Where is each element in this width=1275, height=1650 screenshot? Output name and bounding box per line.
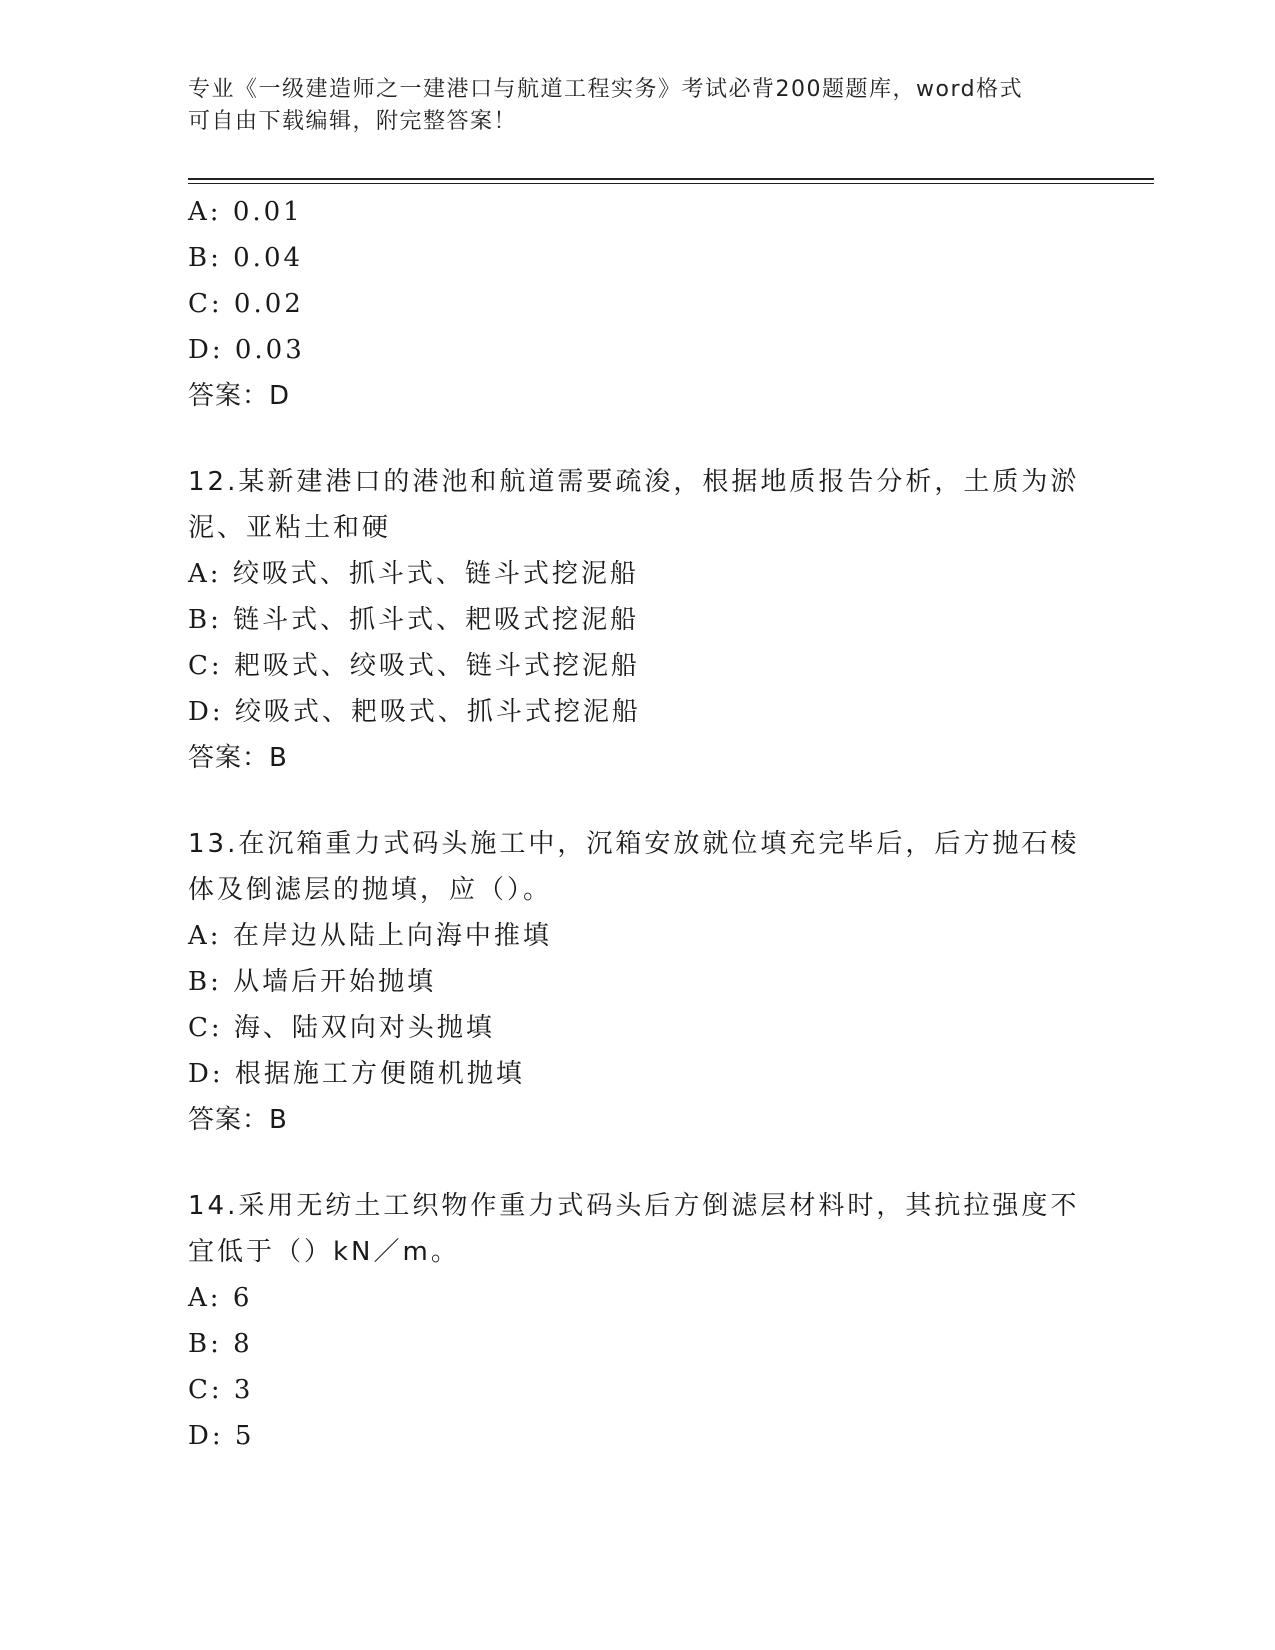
option-text: 0.01 (232, 197, 303, 227)
document-header (188, 74, 1068, 138)
option-c (188, 1367, 1088, 1413)
option-label: C: (188, 651, 223, 681)
answer-line: 答案：B (188, 743, 288, 773)
option-a (188, 1275, 1088, 1321)
option-label: A: (188, 559, 222, 589)
option-label: B: (188, 967, 222, 997)
question-12 (188, 459, 1088, 781)
option-b (188, 1321, 1088, 1367)
option-text: 3 (233, 1375, 254, 1405)
option-text: 海、陆双向对头抛填 (233, 1013, 495, 1043)
option-b (188, 235, 1088, 281)
question-13 (188, 821, 1088, 1143)
option-label: D: (188, 1421, 224, 1451)
question-stem-line-2: 宜低于（）kN／m。 (188, 1237, 460, 1267)
question-stem-line-2: 泥、亚粘土和硬 (188, 513, 392, 543)
option-text: 从墙后开始抛填 (233, 967, 437, 997)
option-text: 绞吸式、抓斗式、链斗式挖泥船 (232, 559, 639, 589)
question-stem-line-2: 体及倒滤层的抛填，应（）。 (188, 875, 553, 905)
option-c (188, 643, 1088, 689)
option-d (188, 689, 1088, 735)
question-14 (188, 1183, 1088, 1459)
option-text: 在岸边从陆上向海中推填 (232, 921, 552, 951)
option-label: D: (188, 335, 224, 365)
spacer (188, 1143, 1088, 1183)
option-label: A: (188, 921, 222, 951)
option-c (188, 281, 1088, 327)
answer-line: 答案：D (188, 381, 291, 411)
question-stem-line-1: 14.采用无纺土工织物作重力式码头后方倒滤层材料时，其抗拉强度不 (188, 1191, 1080, 1221)
header-line-1: 专业《一级建造师之一建港口与航道工程实务》考试必背200题题库，word格式 (188, 77, 1024, 102)
header-divider-thick (188, 178, 1154, 180)
question-11-options (188, 189, 1088, 419)
header-divider-thin (188, 183, 1154, 184)
option-label: C: (188, 1375, 223, 1405)
option-label: A: (188, 197, 222, 227)
option-label: B: (188, 605, 222, 635)
option-a (188, 551, 1088, 597)
option-text: 0.04 (233, 243, 304, 273)
option-label: C: (188, 1013, 223, 1043)
option-b (188, 959, 1088, 1005)
question-list (188, 189, 1088, 1459)
option-label: B: (188, 1329, 222, 1359)
option-label: A: (188, 1283, 222, 1313)
option-text: 绞吸式、耙吸式、抓斗式挖泥船 (234, 697, 641, 727)
option-text: 0.03 (234, 335, 305, 365)
option-d (188, 1413, 1088, 1459)
answer-line: 答案：B (188, 1105, 288, 1135)
option-label: C: (188, 289, 223, 319)
option-d (188, 1051, 1088, 1097)
option-text: 耙吸式、绞吸式、链斗式挖泥船 (233, 651, 640, 681)
option-c (188, 1005, 1088, 1051)
option-label: D: (188, 697, 224, 727)
option-text: 根据施工方便随机抛填 (234, 1059, 525, 1089)
question-stem-line-1: 13.在沉箱重力式码头施工中，沉箱安放就位填充完毕后，后方抛石棱 (188, 829, 1080, 859)
spacer (188, 419, 1088, 459)
option-text: 0.02 (233, 289, 304, 319)
header-line-2: 可自由下载编辑，附完整答案！ (188, 109, 518, 134)
option-a (188, 189, 1088, 235)
spacer (188, 781, 1088, 821)
option-text: 6 (232, 1283, 253, 1313)
option-text: 8 (233, 1329, 253, 1359)
option-text: 5 (234, 1421, 255, 1451)
option-a (188, 913, 1088, 959)
option-label: B: (188, 243, 222, 273)
option-text: 链斗式、抓斗式、耙吸式挖泥船 (233, 605, 640, 635)
option-b (188, 597, 1088, 643)
question-stem-line-1: 12.某新建港口的港池和航道需要疏浚，根据地质报告分析，土质为淤 (188, 467, 1080, 497)
option-d (188, 327, 1088, 373)
option-label: D: (188, 1059, 224, 1089)
